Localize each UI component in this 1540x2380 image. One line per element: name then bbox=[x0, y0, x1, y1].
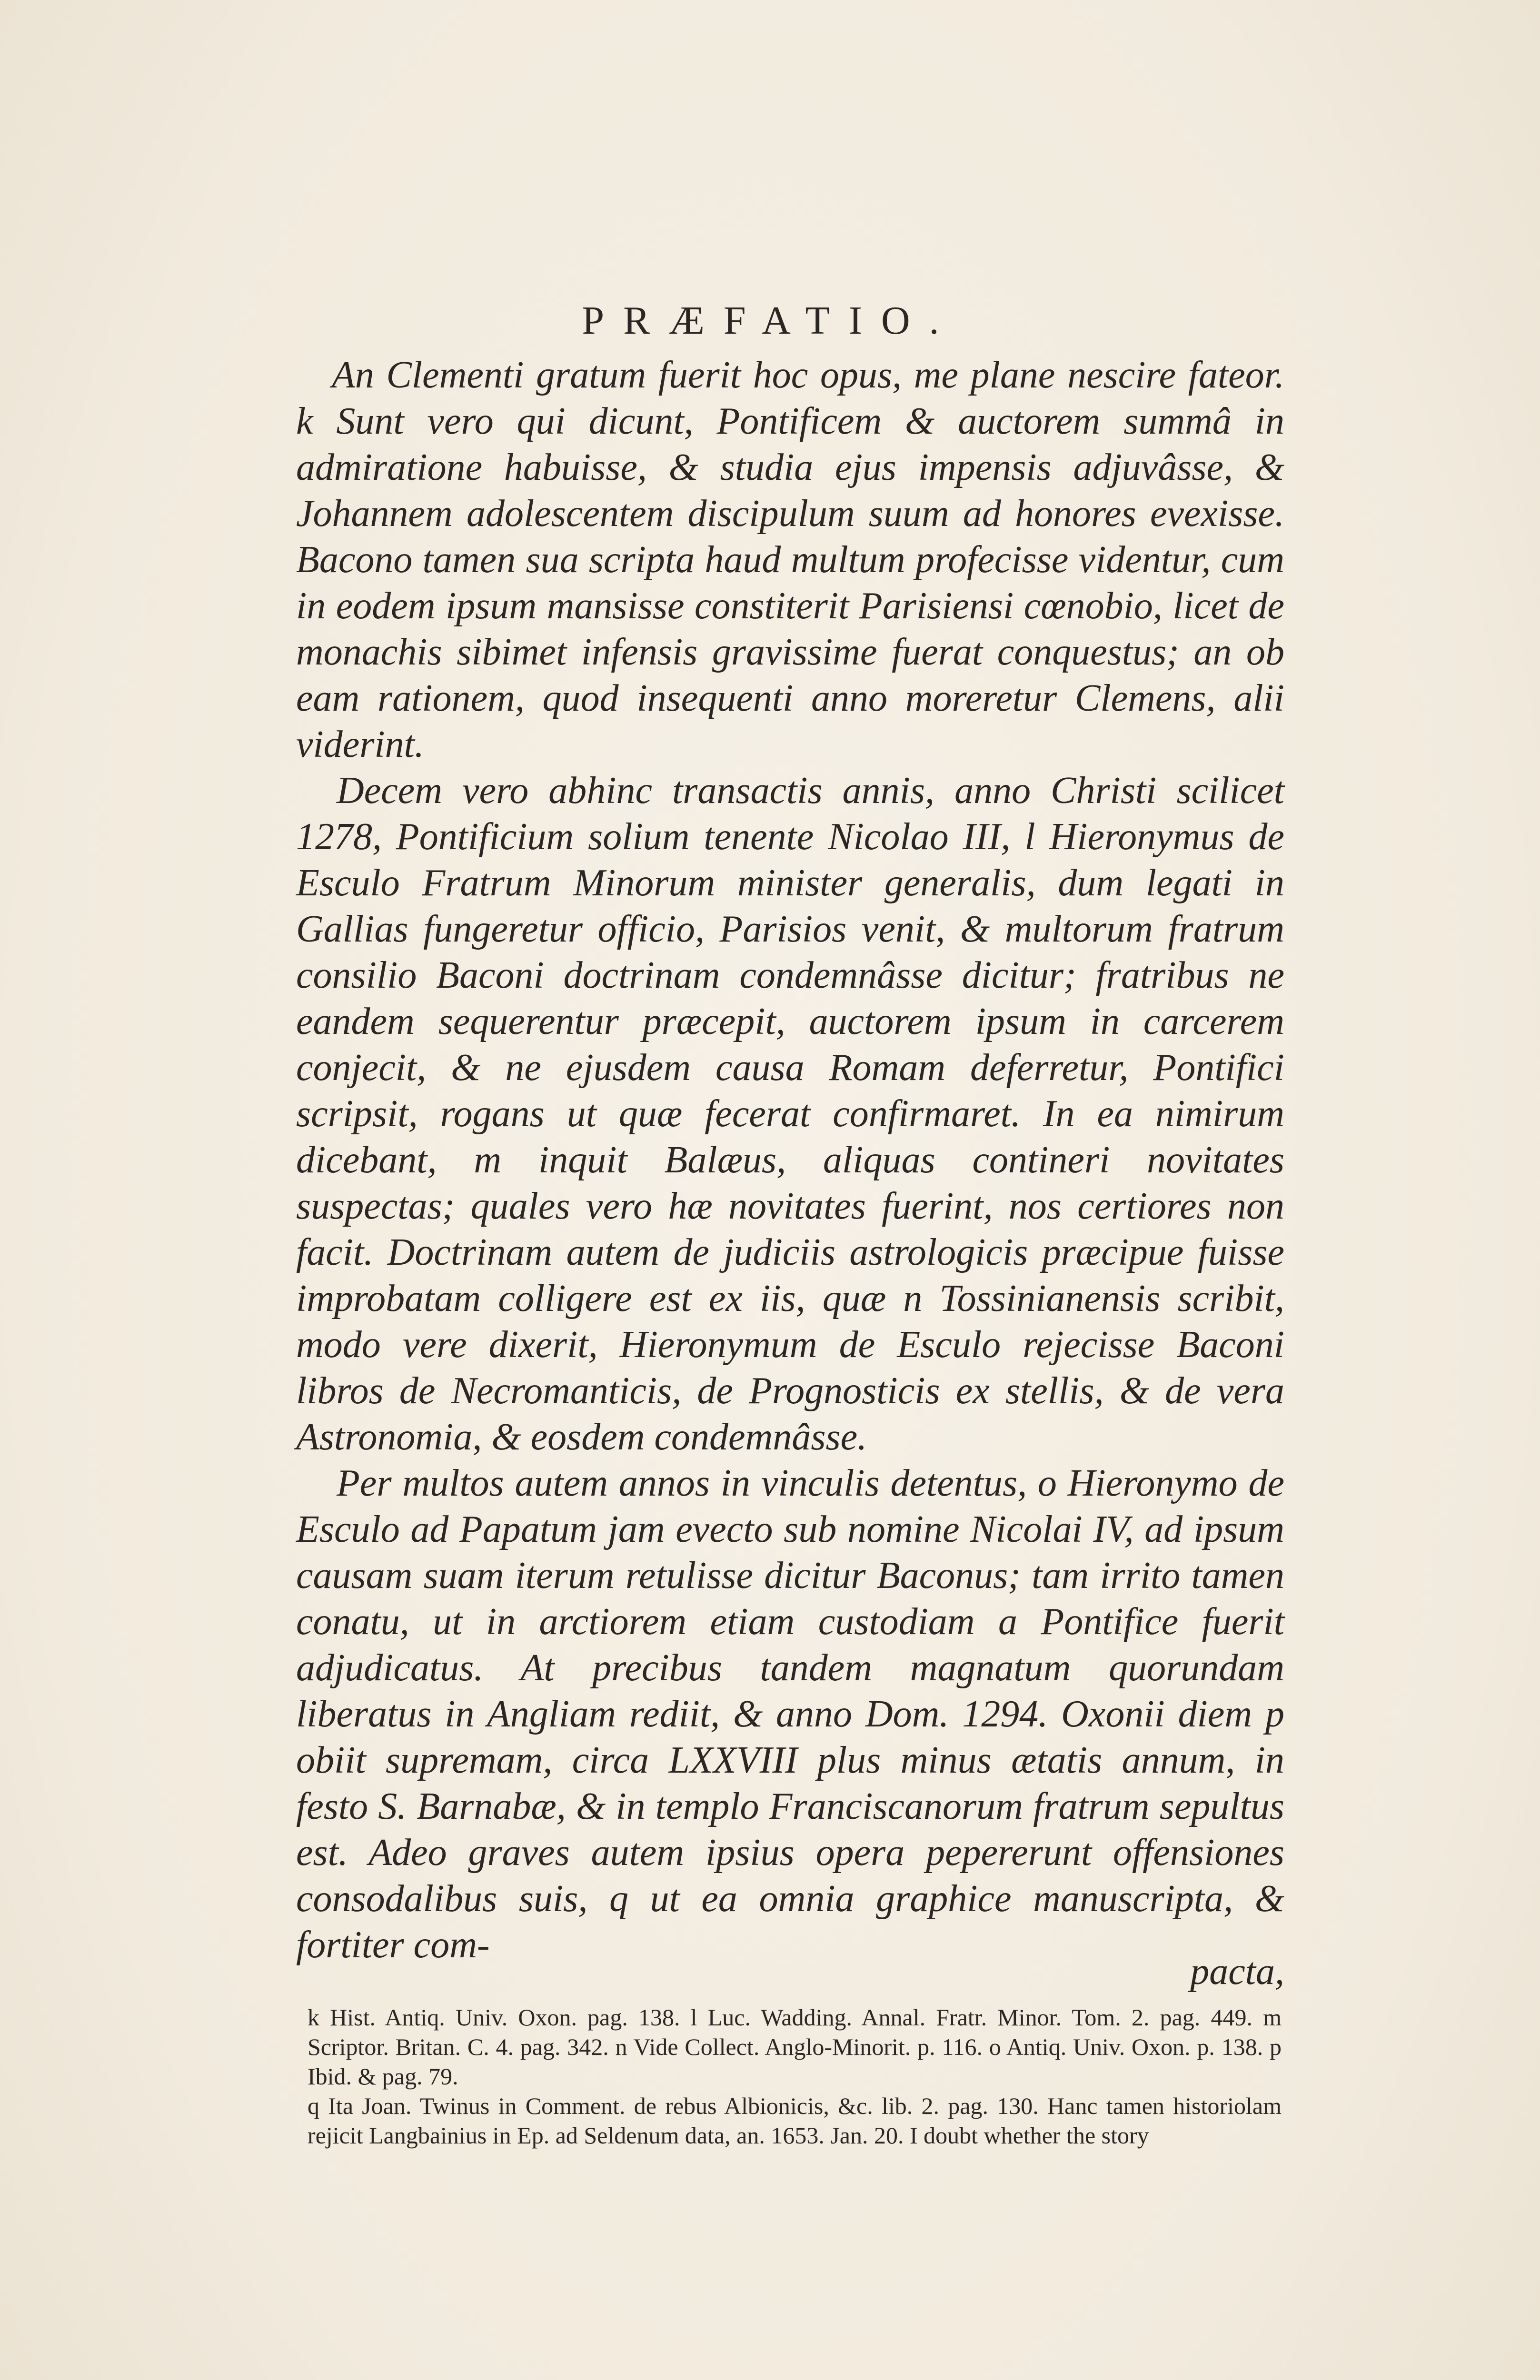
body-text bbox=[296, 352, 1284, 1968]
page-title: PRÆFATIO. bbox=[582, 298, 958, 343]
paragraph-2: Decem vero abhinc transactis annis, anno Christi scilicet 1278, Pontificium solium tenente Nicolao III, l Hieronymus de Esculo Fratrum Minorum minister generalis, dum legati in Gallias fungeretur officio, Parisios venit, & multorum fratrum consilio Baconi doctrinam condemnâsse dicitur; fratribus ne eandem sequerentur præcepit, auctorem ipsum in carcerem conjecit, & ne ejusdem causa Romam deferretur, Pontifici scripsit, rogans ut quæ fecerat confirmaret. In ea nimirum dicebant, m inquit Balæus, aliquas contineri novitates suspectas; quales vero hæ novitates fuerint, nos certiores non facit. Doctrinam autem de judiciis astrologicis præcipue fuisse improbatam colligere est ex iis, quæ n Tossinianensis scribit, modo vere dixerit, Hieronymum de Esculo rejecisse Baconi libros de Necromanticis, de Prognosticis ex stellis, & de vera Astronomia, & eosdem condemnâsse. bbox=[296, 770, 1284, 1458]
paragraph-1: An Clementi gratum fuerit hoc opus, me plane nescire fateor. k Sunt vero qui dicunt, Pontificem & auctorem summâ in admiratione habuisse, & studia ejus impensis adjuvâsse, & Johannem adolescentem discipulum suum ad honores evexisse. Bacono tamen sua scripta haud multum profecisse videntur, cum in eodem ipsum mansisse constiterit Parisiensi cœnobio, licet de monachis sibimet infensis gravissime fuerat conquestus; an ob eam rationem, quod insequenti anno moreretur Clemens, alii viderint. bbox=[296, 354, 1284, 765]
footnote-block-1: k Hist. Antiq. Univ. Oxon. pag. 138. l Luc. Wadding. Annal. Fratr. Minor. Tom. 2. pag. 449. m Scriptor. Britan. C. 4. pag. 342. n Vide Collect. Anglo-Minorit. p. 116. o Antiq. Univ. Oxon. p. 138. p Ibid. & pag. 79. bbox=[308, 2004, 1282, 2090]
paragraph-3: Per multos autem annos in vinculis detentus, o Hieronymo de Esculo ad Papatum jam evecto sub nomine Nicolai IV, ad ipsum causam suam iterum retulisse dicitur Baconus; tam irrito tamen conatu, ut in arctiorem etiam custodiam a Pontifice fuerit adjudicatus. At precibus tandem magnatum quorundam liberatus in Angliam rediit, & anno Dom. 1294. Oxonii diem p obiit supremam, circa LXXVIII plus minus ætatis annum, in festo S. Barnabæ, & in templo Franciscanorum fratrum sepultus est. Adeo graves autem ipsius opera pepererunt offensiones consodalibus suis, q ut ea omnia graphice manuscripta, & fortiter com- bbox=[296, 1462, 1284, 1966]
catchword: pacta, bbox=[1190, 1951, 1284, 1993]
footnotes bbox=[308, 2003, 1282, 2150]
footnote-block-2: q Ita Joan. Twinus in Comment. de rebus Albionicis, &c. lib. 2. pag. 130. Hanc tamen historiolam rejicit Langbainius in Ep. ad Seldenum data, an. 1653. Jan. 20. I doubt whether the story bbox=[308, 2092, 1282, 2149]
